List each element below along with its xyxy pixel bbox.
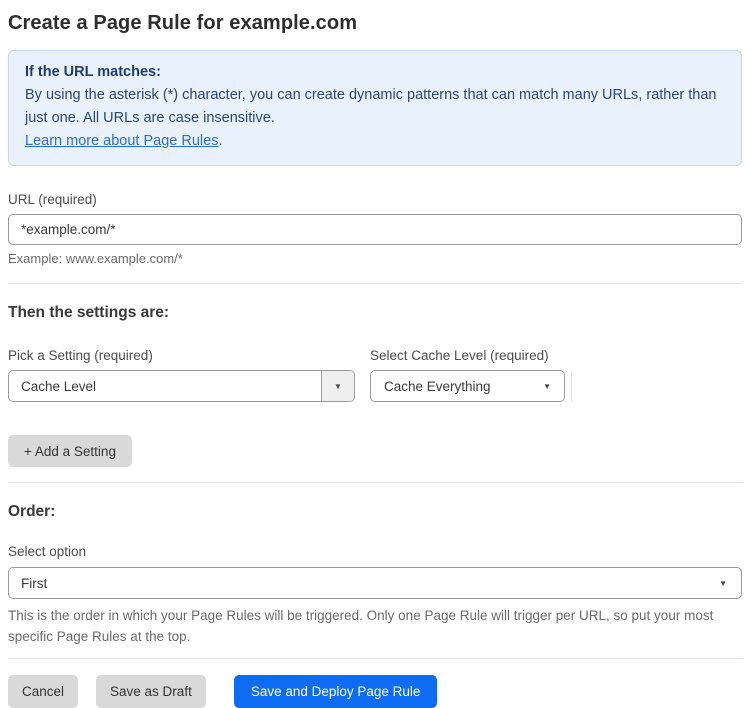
order-select[interactable]	[8, 567, 742, 599]
settings-section-heading: Then the settings are:	[8, 304, 170, 321]
save-deploy-button[interactable]: Save and Deploy Page Rule	[234, 675, 438, 708]
cache-level-control-row	[370, 370, 572, 402]
url-input[interactable]	[8, 214, 742, 245]
order-select-label: Select option	[8, 544, 87, 559]
cache-level-column	[370, 348, 572, 402]
cache-level-value: Cache Everything	[384, 378, 491, 394]
order-helper-text: This is the order in which your Page Rules will be triggered. Only one Page Rule will trigger per URL, so put your most specific Page Rules at the top.	[8, 608, 714, 644]
pick-setting-value: Cache Level	[21, 378, 97, 394]
order-selected-value: First	[21, 575, 48, 591]
divider	[8, 283, 742, 284]
save-draft-button[interactable]: Save as Draft	[96, 675, 206, 708]
info-box-link-line	[25, 130, 725, 153]
pick-setting-column	[8, 348, 355, 402]
cancel-button[interactable]: Cancel	[8, 675, 78, 708]
chevron-down-icon: ▼	[543, 381, 551, 391]
url-match-info-box	[8, 50, 742, 166]
info-box-heading: If the URL matches:	[25, 64, 161, 80]
learn-more-link[interactable]: Learn more about Page Rules	[25, 133, 219, 149]
link-suffix: .	[218, 133, 223, 149]
pick-setting-dropdown[interactable]	[8, 370, 355, 402]
pick-setting-dropdown-button[interactable]	[321, 371, 354, 401]
order-section-heading: Order:	[8, 503, 56, 520]
form-actions	[8, 675, 742, 708]
chevron-down-icon: ▼	[719, 578, 727, 588]
info-box-body: By using the asterisk (*) character, you can create dynamic patterns that can match many URLs, rather than just one. All URLs are case insensitive.	[25, 87, 717, 126]
url-field-label: URL (required)	[8, 192, 97, 207]
url-field-helper: Example: www.example.com/*	[8, 251, 183, 266]
settings-row	[8, 348, 742, 402]
divider	[8, 658, 742, 659]
cache-level-label: Select Cache Level (required)	[370, 348, 549, 363]
page-title: Create a Page Rule for example.com	[8, 12, 358, 34]
chevron-down-icon: ▼	[334, 381, 342, 391]
add-setting-button[interactable]: + Add a Setting	[8, 435, 132, 467]
setting-row-divider	[571, 371, 572, 402]
pick-setting-label: Pick a Setting (required)	[8, 348, 153, 363]
cache-level-dropdown[interactable]	[370, 370, 565, 402]
divider	[8, 482, 742, 483]
